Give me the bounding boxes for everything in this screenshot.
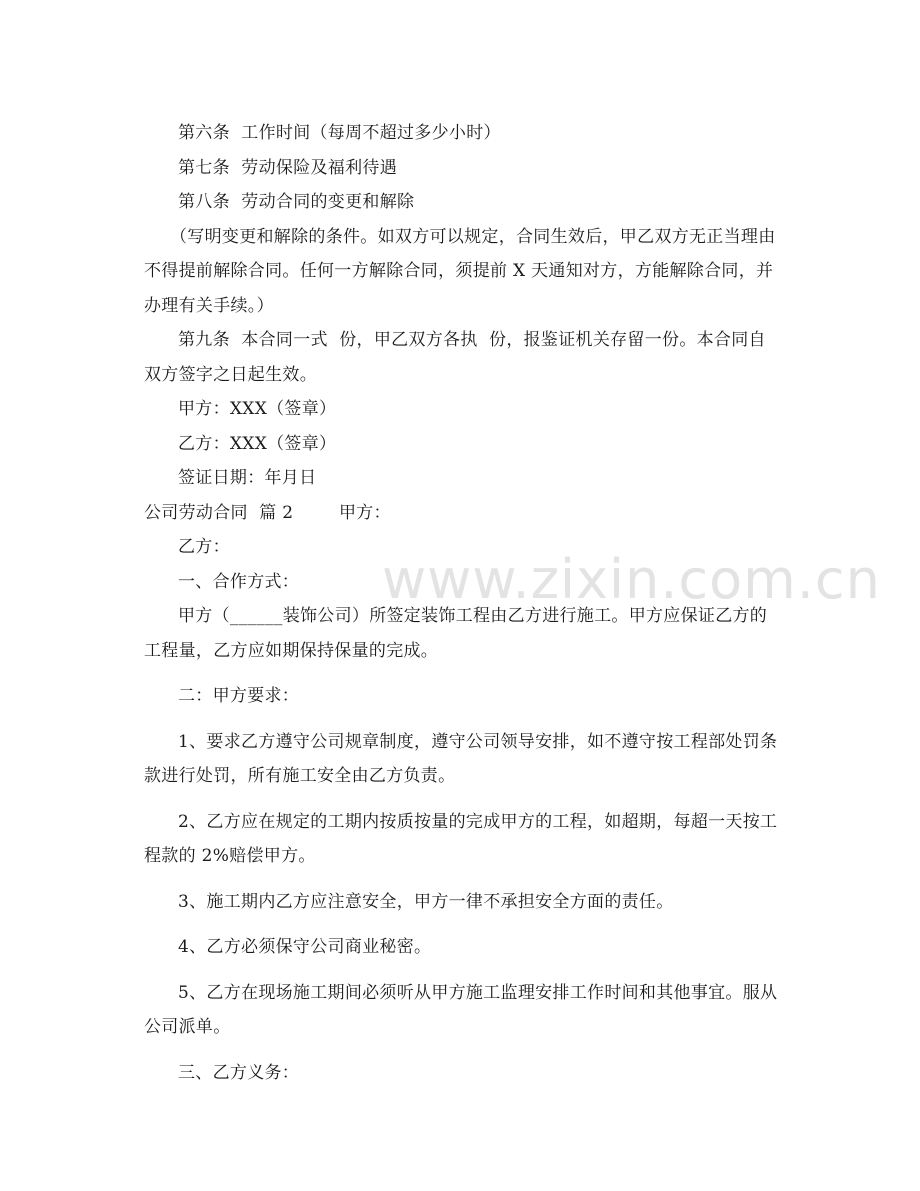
party-b-label: 乙方： [178, 537, 230, 557]
section-1-heading: 一、合作方式： [178, 571, 300, 592]
section-2-heading: 二：甲方要求： [178, 686, 300, 706]
party-a-signature: 甲方：XXX（签章） [178, 399, 337, 419]
contract-2-heading: 公司劳动合同 篇 2 甲方： [144, 502, 391, 523]
section-1-text: 甲方（______装饰公司）所签定装饰工程由乙方进行施工。甲方应保证乙方的工程量，乙方应如期保持保量的完成。 [144, 606, 768, 661]
article-7: 第七条 劳动保险及福利待遇 [178, 157, 398, 178]
article-8-note: （写明变更和解除的条件。如双方可以规定，合同生效后，甲乙双方无正当理由不得提前解除合同。任何一方解除合同，须提前 X 天通知对方，方能解除合同，并办理有关手续。） [144, 226, 776, 316]
requirement-3: 3、施工期内乙方应注意安全，甲方一律不承担安全方面的责任。 [178, 891, 674, 912]
section-3-heading: 三、乙方义务： [178, 1062, 300, 1083]
requirement-2: 2、乙方应在规定的工期内按质按量的完成甲方的工程，如超期，每超一天按工程款的 2%赔偿甲方。 [144, 811, 778, 866]
party-b-signature: 乙方：XXX（签章） [178, 433, 337, 454]
article-8: 第八条 劳动合同的变更和解除 [178, 192, 415, 212]
article-9: 第九条 本合同一式 份，甲乙双方各执 份，报鉴证机关存留一份。本合同自双方签字之日起生效。 [144, 330, 766, 385]
signing-date: 签证日期：年月日 [178, 468, 317, 488]
requirement-4: 4、乙方必须保守公司商业秘密。 [178, 937, 432, 957]
requirement-1: 1、要求乙方遵守公司规章制度，遵守公司领导安排，如不遵守按工程部处罚条款进行处罚，所有施工安全由乙方负责。 [144, 731, 778, 786]
requirement-5: 5、乙方在现场施工期间必须听从甲方施工监理安排工作时间和其他事宜。服从公司派单。 [144, 982, 778, 1037]
document-body [144, 116, 780, 1090]
watermark: www.zixin.com.cn [382, 548, 881, 611]
article-6: 第六条 工作时间（每周不超过多少小时） [178, 123, 501, 143]
